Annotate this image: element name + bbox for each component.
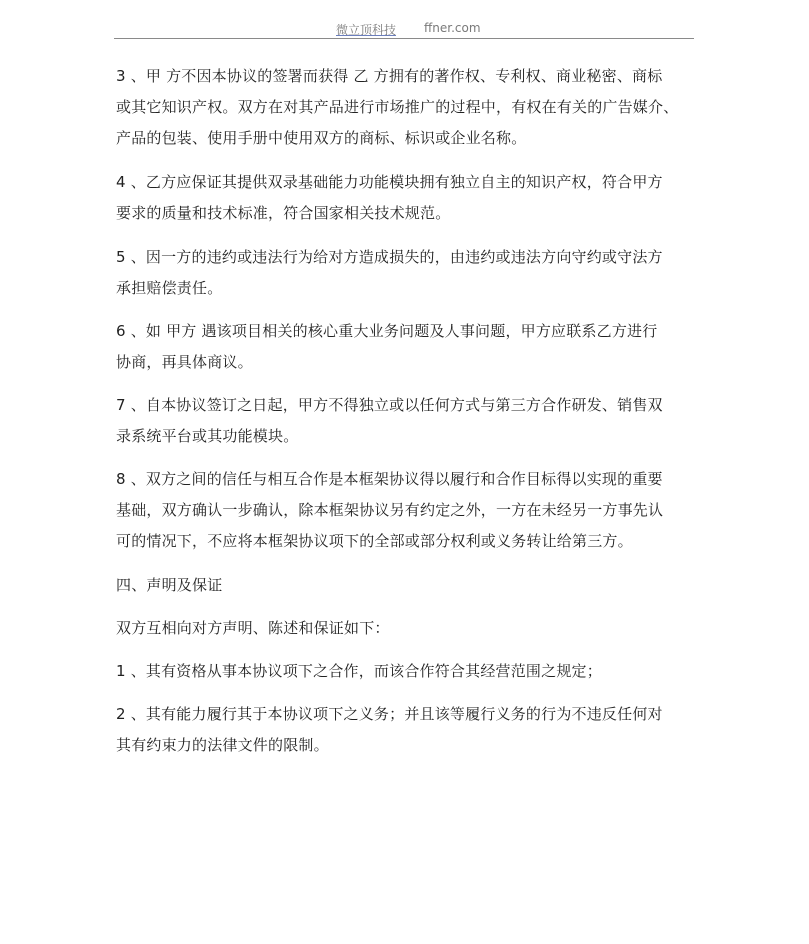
clause-5-paragraph: [116, 242, 663, 304]
heading-line: 四、声明及保证: [116, 576, 223, 594]
declaration-intro-paragraph: [116, 613, 390, 644]
clause-4-paragraph: [116, 167, 663, 229]
paragraph-line: 录系统平台或其功能模块。: [116, 427, 299, 445]
paragraph-line: 2 、其有能力履行其于本协议项下之义务；并且该等履行义务的行为不违反任何对: [116, 705, 663, 723]
paragraph-line: 8 、双方之间的信任与相互合作是本框架协议得以履行和合作目标得以实现的重要: [116, 470, 663, 488]
paragraph-line: 承担赔偿责任。: [116, 279, 223, 297]
paragraph-line: 7 、自本协议签订之日起，甲方不得独立或以任何方式与第三方合作研发、销售双: [116, 396, 663, 414]
paragraph-line: 其有约束力的法律文件的限制。: [116, 736, 329, 754]
paragraph-line: 要求的质量和技术标准，符合国家相关技术规范。: [116, 204, 451, 222]
paragraph-line: 可的情况下，不应将本框架协议项下的全部或部分权利或义务转让给第三方。: [116, 532, 633, 550]
clause-8-paragraph: [116, 464, 663, 557]
paragraph-line: 4 、乙方应保证其提供双录基础能力功能模块拥有独立自主的知识产权，符合甲方: [116, 173, 663, 191]
paragraph-line: 5 、因一方的违约或违法行为给对方造成损失的，由违约或违法方向守约或守法方: [116, 248, 663, 266]
paragraph-line: 协商，再具体商议。: [116, 353, 253, 371]
declaration-1-paragraph: [116, 656, 602, 687]
paragraph-line: 基础，双方确认一步确认，除本框架协议另有约定之外，一方在未经另一方事先认: [116, 501, 664, 519]
paragraph-line: 产品的包装、使用手册中使用双方的商标、标识或企业名称。: [116, 129, 527, 147]
clause-7-paragraph: [116, 390, 663, 452]
header-domain: ffner.com: [424, 21, 481, 35]
declaration-2-paragraph: [116, 699, 663, 761]
header-site-name[interactable]: 微立顶科技: [336, 23, 397, 37]
clause-6-paragraph: [116, 316, 657, 378]
page-header: [114, 18, 694, 39]
paragraph-line: 双方互相向对方声明、陈述和保证如下：: [116, 619, 390, 637]
paragraph-line: 或其它知识产权。双方在对其产品进行市场推广的过程中，有权在有关的广告媒介、: [116, 98, 679, 116]
section-heading: [116, 570, 222, 601]
paragraph-line: 3 、甲 方不因本协议的签署而获得 乙 方拥有的著作权、专利权、商业秘密、商标: [116, 67, 663, 85]
clause-3-paragraph: [116, 61, 678, 154]
paragraph-line: 6 、如 甲方 遇该项目相关的核心重大业务问题及人事问题，甲方应联系乙方进行: [116, 322, 658, 340]
paragraph-line: 1 、其有资格从事本协议项下之合作，而该合作符合其经营范围之规定；: [116, 662, 602, 680]
